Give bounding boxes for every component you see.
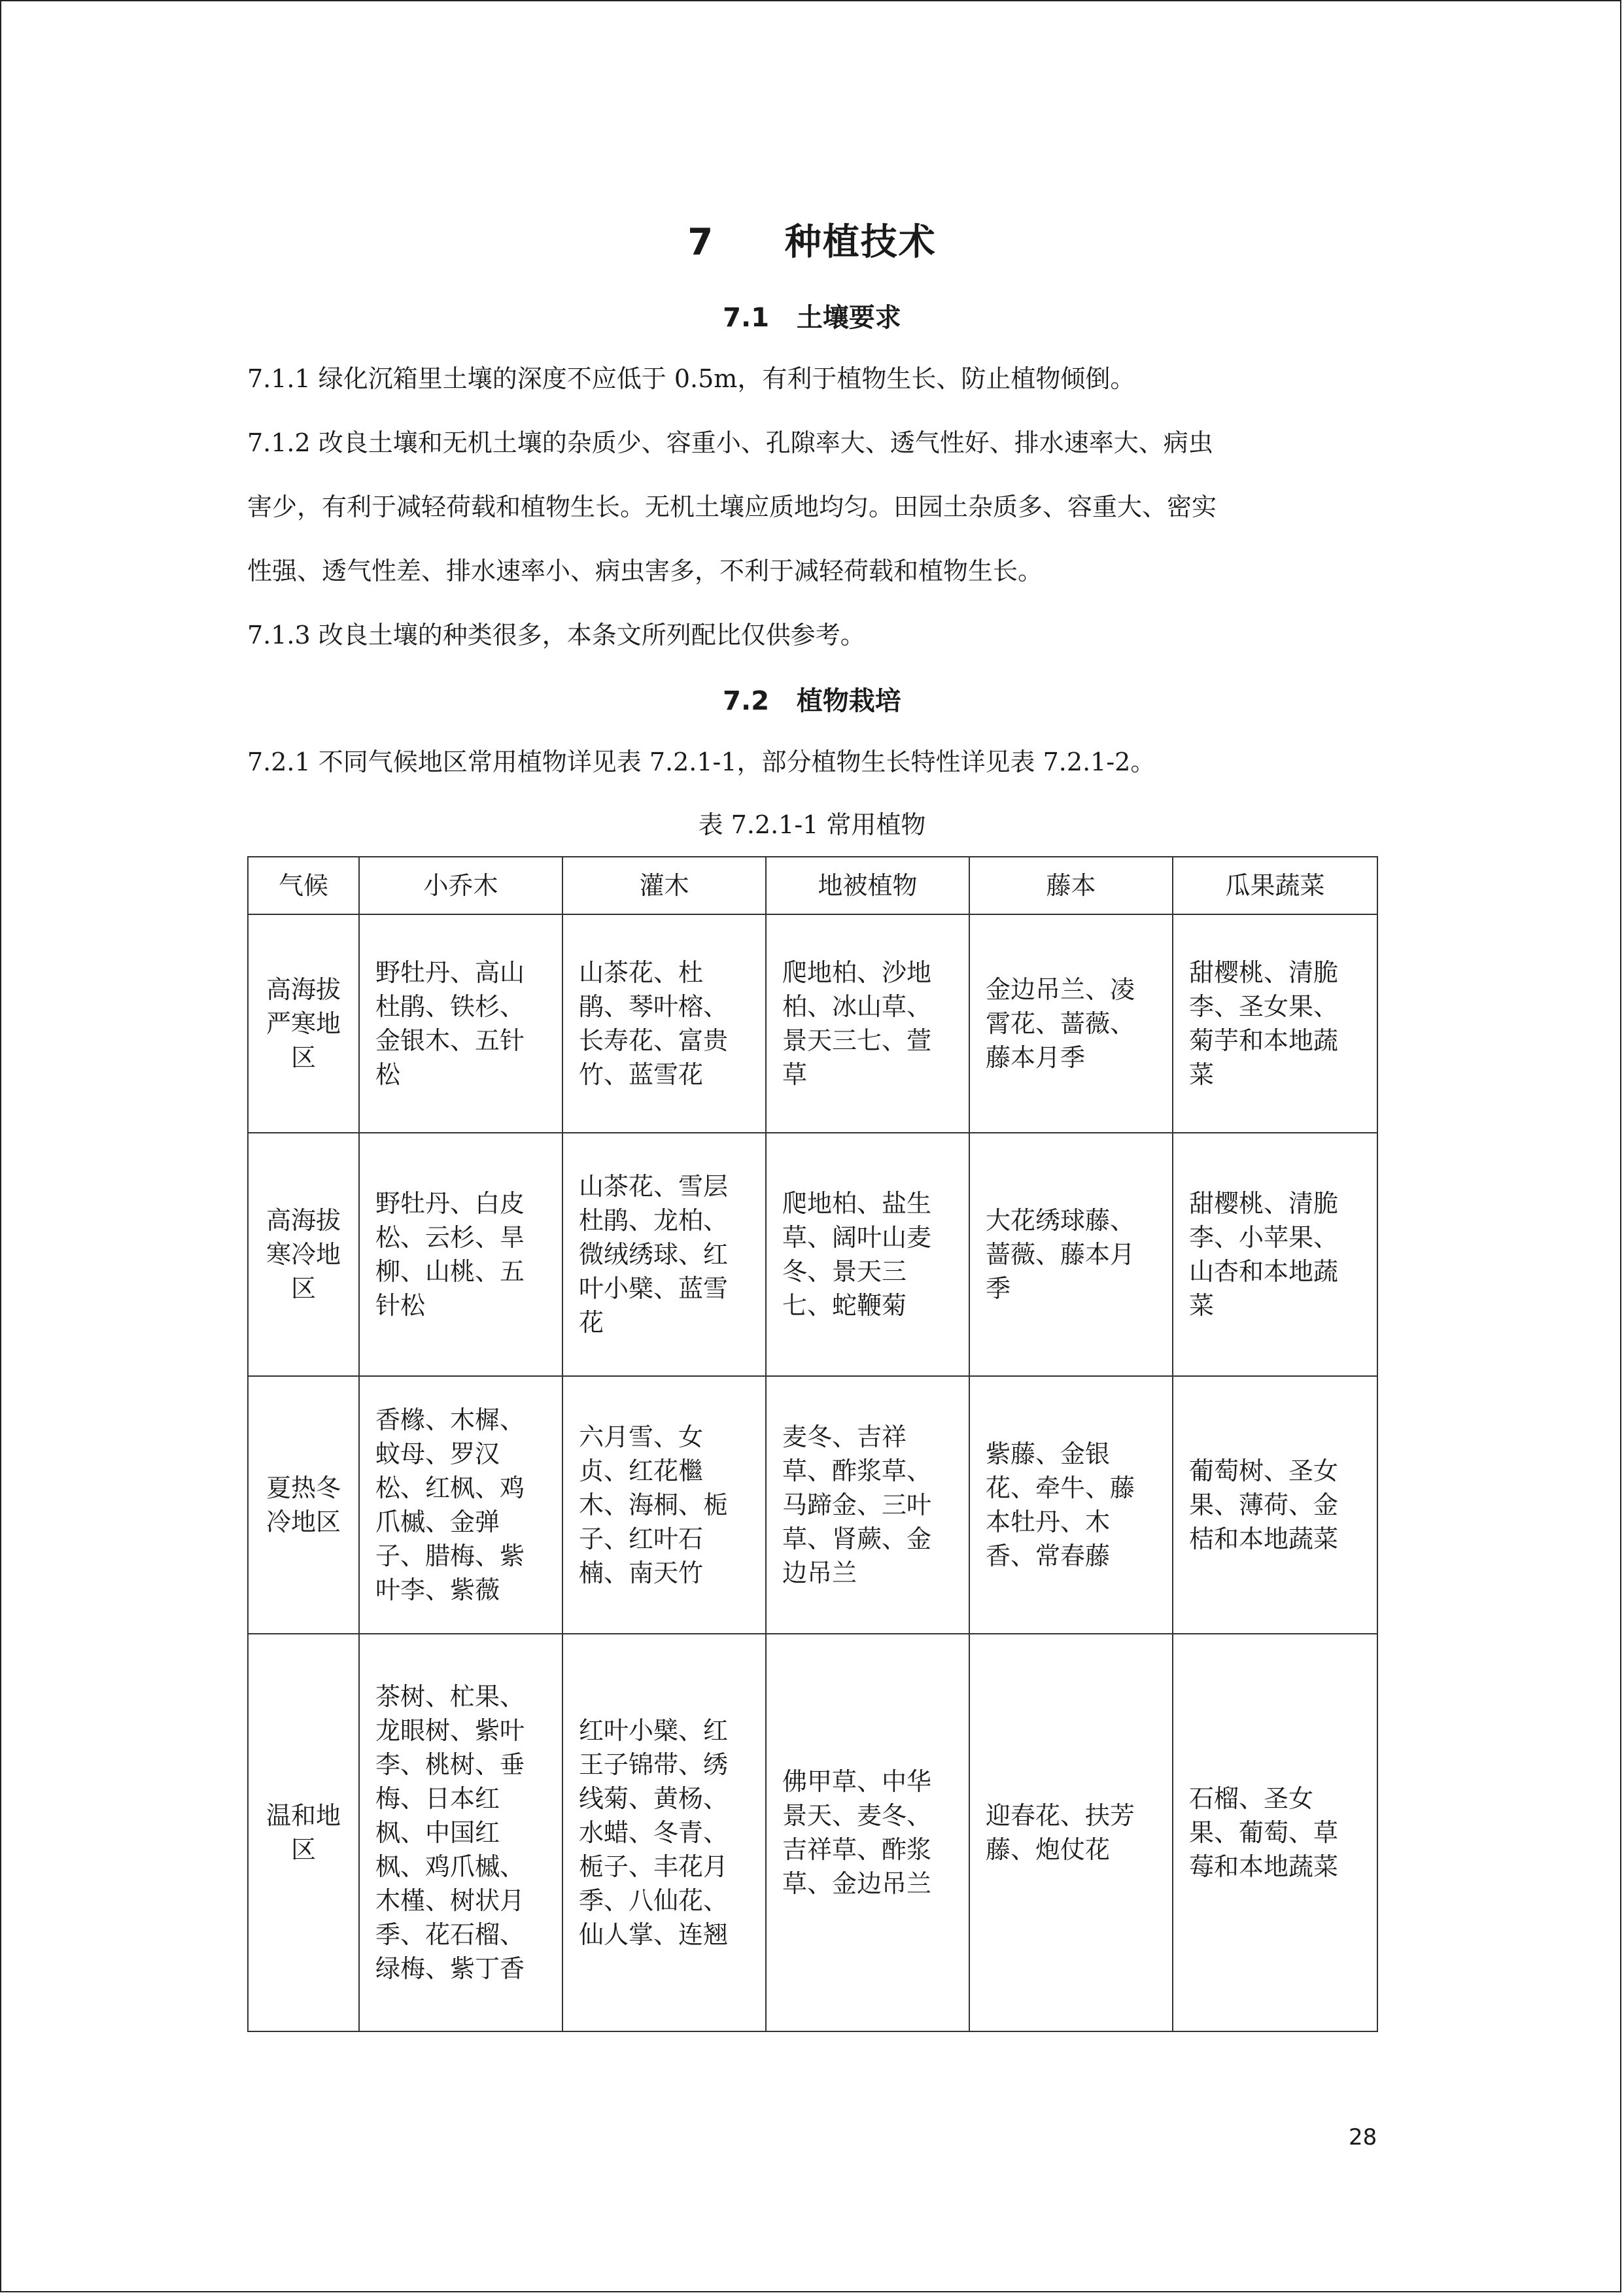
table-cell-climate: 高海拔寒冷地区 xyxy=(248,1133,359,1376)
clause-7-1-3 xyxy=(247,603,1377,667)
column-header: 气候 xyxy=(248,857,359,914)
paragraph-line: 7.1.2 改良土壤和无机土壤的杂质少、容重小、孔隙率大、透气性好、排水速率大、病虫 xyxy=(247,428,1213,457)
chapter-title-text: 种植技术 xyxy=(784,221,937,264)
table-cell: 山茶花、雪层杜鹃、龙柏、微绒绣球、红叶小檗、蓝雪花 xyxy=(562,1133,766,1376)
plants-table xyxy=(247,856,1378,2032)
section-number: 7.2 xyxy=(723,686,770,716)
section-title-text: 土壤要求 xyxy=(796,303,901,333)
clause-7-2-1 xyxy=(247,730,1377,794)
table-cell: 野牡丹、白皮松、云杉、旱柳、山桃、五针松 xyxy=(359,1133,562,1376)
section-title-7-2 xyxy=(247,680,1377,717)
table-header-row xyxy=(248,857,1377,914)
table-row xyxy=(248,1133,1377,1376)
column-header: 灌木 xyxy=(562,857,766,914)
table-cell: 红叶小檗、红王子锦带、绣线菊、黄杨、水蜡、冬青、栀子、丰花月季、八仙花、仙人掌、连翘 xyxy=(562,1634,766,2031)
section-number: 7.1 xyxy=(723,303,770,333)
column-header: 藤本 xyxy=(969,857,1173,914)
paragraph-line: 7.1.1 绿化沉箱里土壤的深度不应低于 0.5m，有利于植物生长、防止植物倾倒。 xyxy=(247,364,1135,393)
table-row xyxy=(248,1376,1377,1634)
table-row xyxy=(248,914,1377,1133)
table-cell: 爬地柏、盐生草、阔叶山麦冬、景天三七、蛇鞭菊 xyxy=(766,1133,969,1376)
table-cell: 金边吊兰、凌霄花、蔷薇、藤本月季 xyxy=(969,914,1173,1133)
section-title-text: 植物栽培 xyxy=(796,686,901,716)
section-title-7-1 xyxy=(247,297,1377,334)
table-cell: 六月雪、女贞、红花檵木、海桐、栀子、红叶石楠、南天竹 xyxy=(562,1376,766,1634)
table-cell-climate: 高海拔严寒地区 xyxy=(248,914,359,1133)
table-cell: 葡萄树、圣女果、薄荷、金桔和本地蔬菜 xyxy=(1173,1376,1377,1634)
column-header: 地被植物 xyxy=(766,857,969,914)
column-header: 瓜果蔬菜 xyxy=(1173,857,1377,914)
table-caption: 表 7.2.1-1 常用植物 xyxy=(698,810,926,839)
clause-7-1-1 xyxy=(247,347,1377,411)
chapter-number: 7 xyxy=(687,221,715,264)
table-cell: 迎春花、扶芳藤、炮仗花 xyxy=(969,1634,1173,2031)
table-cell: 甜樱桃、清脆李、小苹果、山杏和本地蔬菜 xyxy=(1173,1133,1377,1376)
table-cell: 茶树、杧果、龙眼树、紫叶李、桃树、垂梅、日本红枫、中国红枫、鸡爪槭、木槿、树状月季、花石榴、绿梅、紫丁香 xyxy=(359,1634,562,2031)
paragraph-line: 7.1.3 改良土壤的种类很多，本条文所列配比仅供参考。 xyxy=(247,621,865,649)
table-cell: 紫藤、金银花、牵牛、藤本牡丹、木香、常春藤 xyxy=(969,1376,1173,1634)
table-row xyxy=(248,1634,1377,2031)
paragraph-line: 害少，有利于减轻荷载和植物生长。无机土壤应质地均匀。田园土杂质多、容重大、密实 xyxy=(247,492,1217,521)
page-number: 28 xyxy=(1349,2124,1377,2150)
table-cell-climate: 夏热冬冷地区 xyxy=(248,1376,359,1634)
table-cell: 大花绣球藤、蔷薇、藤本月季 xyxy=(969,1133,1173,1376)
table-cell: 石榴、圣女果、葡萄、草莓和本地蔬菜 xyxy=(1173,1634,1377,2031)
paragraph-line: 7.2.1 不同气候地区常用植物详见表 7.2.1-1，部分植物生长特性详见表 7.2.1-2。 xyxy=(247,748,1156,776)
clause-7-1-2 xyxy=(247,411,1377,603)
table-cell: 爬地柏、沙地柏、冰山草、景天三七、萱草 xyxy=(766,914,969,1133)
table-cell: 香橼、木樨、蚊母、罗汉松、红枫、鸡爪槭、金弹子、腊梅、紫叶李、紫薇 xyxy=(359,1376,562,1634)
table-cell: 野牡丹、高山杜鹃、铁杉、金银木、五针松 xyxy=(359,914,562,1133)
table-cell-climate: 温和地区 xyxy=(248,1634,359,2031)
chapter-title xyxy=(247,213,1377,266)
table-cell: 麦冬、吉祥草、酢浆草、马蹄金、三叶草、肾蕨、金边吊兰 xyxy=(766,1376,969,1634)
table-cell: 甜樱桃、清脆李、圣女果、菊芋和本地蔬菜 xyxy=(1173,914,1377,1133)
table-cell: 佛甲草、中华景天、麦冬、吉祥草、酢浆草、金边吊兰 xyxy=(766,1634,969,2031)
column-header: 小乔木 xyxy=(359,857,562,914)
table-cell: 山茶花、杜鹃、琴叶榕、长寿花、富贵竹、蓝雪花 xyxy=(562,914,766,1133)
paragraph-line: 性强、透气性差、排水速率小、病虫害多，不利于减轻荷载和植物生长。 xyxy=(247,557,1043,585)
